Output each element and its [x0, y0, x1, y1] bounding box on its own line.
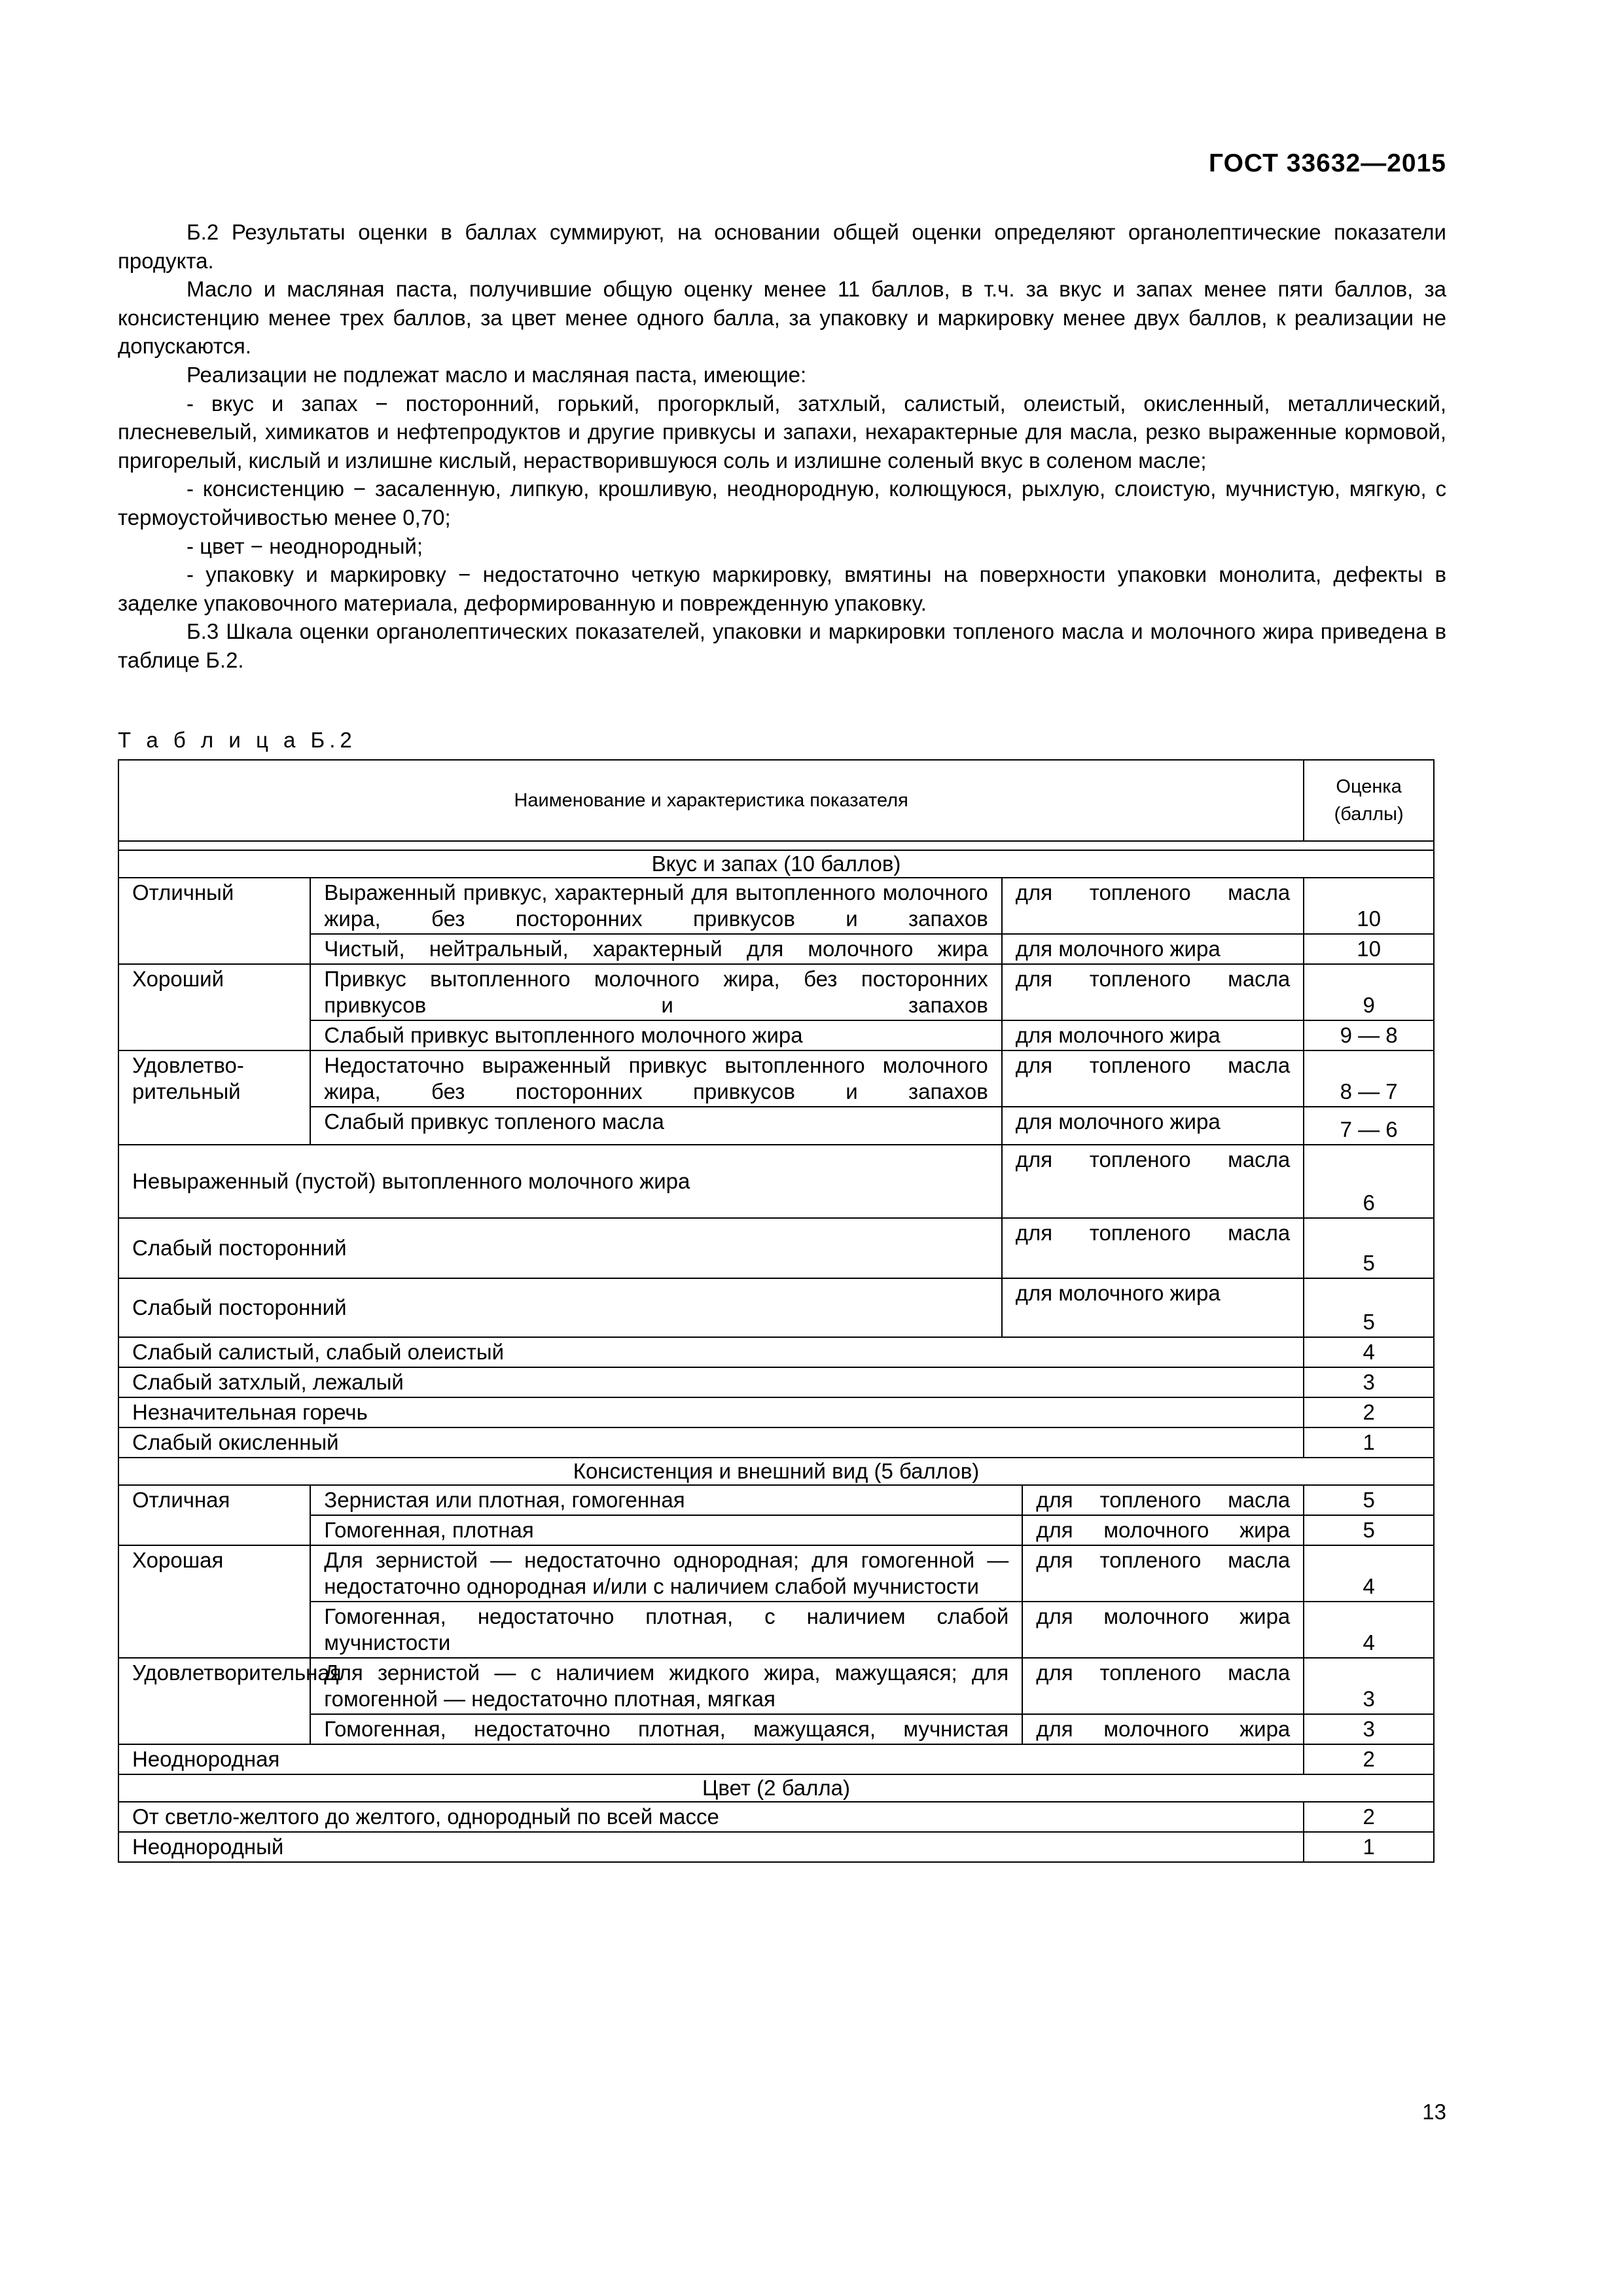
document-code: ГОСТ 33632—2015: [1209, 149, 1446, 177]
paragraph: Б.3 Шкала оценки органолептических показателей, упаковки и маркировки топленого масла и молочного жира приведена в таблице Б.2.: [118, 619, 1446, 672]
table-row: [118, 1107, 1434, 1145]
score-cell: 4: [1304, 1602, 1434, 1658]
product-cell: для молочного жира: [1002, 934, 1304, 964]
body-text: [118, 218, 1446, 675]
product-cell: для молочного жира: [1002, 1278, 1304, 1337]
section-row: [118, 850, 1434, 878]
score-cell: 7 — 6: [1304, 1107, 1434, 1145]
paragraph: - консистенцию − засаленную, липкую, крошливую, неоднородную, колющуюся, рыхлую, слоистую, мучнистую, мягкую, с термоустойчивостью менее 0,70;: [118, 476, 1446, 529]
header-name: Наименование и характеристика показателя: [118, 760, 1304, 841]
description-cell: Слабый затхлый, лежалый: [118, 1367, 1304, 1397]
table-row: [118, 1515, 1434, 1545]
table-row: [118, 1337, 1434, 1367]
paragraph: - вкус и запах − посторонний, горький, прогорклый, затхлый, салистый, олеистый, окисленный, металлический, плесневелый, химикатов и нефтепродуктов и другие привкусы и запахи, нехарактерные для масла, резко выраженные кормовой, пригорелый, кислый и излишне кислый, нерастворившуюся соль и излишне соленый вкус в соленом масле;: [118, 391, 1446, 473]
table-caption: Т а б л и ц а Б.2: [118, 728, 357, 752]
paragraph: - упаковку и маркировку − недостаточно четкую маркировку, вмятины на поверхности упаковки монолита, дефекты в заделке упаковочного материала, деформированную и поврежденную упаковку.: [118, 562, 1446, 615]
product-cell: для молочного жира: [1022, 1602, 1304, 1658]
table-row: [118, 1145, 1434, 1218]
section-color-title: Цвет (2 балла): [118, 1774, 1434, 1802]
score-cell: 3: [1304, 1658, 1434, 1714]
table-row: [118, 1427, 1434, 1458]
section-taste-title: Вкус и запах (10 баллов): [118, 850, 1434, 878]
score-cell: 9 — 8: [1304, 1020, 1434, 1050]
description-cell: Слабый привкус вытопленного молочного жира: [310, 1020, 1001, 1050]
description-cell: Зернистая или плотная, гомогенная: [310, 1485, 1022, 1515]
paragraph: Масло и масляная паста, получившие общую оценку менее 11 баллов, в т.ч. за вкус и запах менее пяти баллов, за консистенцию менее трех баллов, за цвет менее одного балла, за упаковку и маркировку менее двух баллов, к реализации не допускаются.: [118, 277, 1446, 359]
table-row: [118, 1050, 1434, 1107]
score-cell: 5: [1304, 1515, 1434, 1545]
grade-cell: Хорошая: [118, 1545, 310, 1658]
score-cell: 5: [1304, 1278, 1434, 1337]
table-row: [118, 1020, 1434, 1050]
table-row: [118, 1602, 1434, 1658]
product-cell: для молочного жира: [1002, 1107, 1304, 1145]
description-cell: Выраженный привкус, характерный для вытопленного молочного жира, без посторонних привкусов и запахов: [310, 878, 1001, 934]
description-cell: Для зернистой — с наличием жидкого жира, мажущаяся; для гомогенной — недостаточно плотная, мягкая: [310, 1658, 1022, 1714]
table-row: [118, 1218, 1434, 1278]
section-row: [118, 1774, 1434, 1802]
product-cell: для топленого масла: [1022, 1485, 1304, 1515]
description-cell: Гомогенная, недостаточно плотная, мажущаяся, мучнистая: [310, 1714, 1022, 1744]
table-row: [118, 934, 1434, 964]
product-cell: для топленого масла: [1002, 1050, 1304, 1107]
grade-cell: Хороший: [118, 964, 310, 1050]
score-cell: 6: [1304, 1145, 1434, 1218]
score-cell: 3: [1304, 1367, 1434, 1397]
grade-cell: Удовлетво-рительный: [118, 1050, 310, 1145]
description-cell: Неоднородный: [118, 1832, 1304, 1862]
grade-cell: Отличная: [118, 1485, 310, 1545]
description-cell: Привкус вытопленного молочного жира, без посторонних привкусов и запахов: [310, 964, 1001, 1020]
table-row: [118, 964, 1434, 1020]
table-row: [118, 878, 1434, 934]
description-cell: Слабый посторонний: [118, 1278, 1002, 1337]
score-cell: 10: [1304, 878, 1434, 934]
product-cell: для топленого масла: [1002, 1145, 1304, 1218]
section-row: [118, 1458, 1434, 1485]
description-cell: Слабый привкус топленого масла: [310, 1107, 1001, 1145]
score-cell: 9: [1304, 964, 1434, 1020]
description-cell: Неоднородная: [118, 1744, 1304, 1774]
description-cell: Чистый, нейтральный, характерный для молочного жира: [310, 934, 1001, 964]
table-row: [118, 1658, 1434, 1714]
score-cell: 1: [1304, 1427, 1434, 1458]
description-cell: Для зернистой — недостаточно однородная; для гомогенной — недостаточно однородная и/или с наличием слабой мучнистости: [310, 1545, 1022, 1602]
score-cell: 5: [1304, 1485, 1434, 1515]
table-row: [118, 1832, 1434, 1862]
table-row: [118, 1545, 1434, 1602]
header-spacer: [118, 841, 1434, 850]
table-row: [118, 1278, 1434, 1337]
description-cell: Невыраженный (пустой) вытопленного молочного жира: [118, 1145, 1002, 1218]
score-cell: 2: [1304, 1397, 1434, 1427]
description-cell: Гомогенная, плотная: [310, 1515, 1022, 1545]
description-cell: Слабый окисленный: [118, 1427, 1304, 1458]
table-row: [118, 1485, 1434, 1515]
score-cell: 3: [1304, 1714, 1434, 1744]
table-row: [118, 1397, 1434, 1427]
grade-cell: Отличный: [118, 878, 310, 964]
score-cell: 10: [1304, 934, 1434, 964]
paragraph: Реализации не подлежат масло и масляная паста, имеющие:: [187, 362, 807, 387]
grade-cell: Удовлетворительная: [118, 1658, 310, 1744]
score-cell: 2: [1304, 1744, 1434, 1774]
score-cell: 1: [1304, 1832, 1434, 1862]
product-cell: для топленого масла: [1002, 878, 1304, 934]
description-cell: Недостаточно выраженный привкус вытопленного молочного жира, без посторонних привкусов и запахов: [310, 1050, 1001, 1107]
product-cell: для молочного жира: [1002, 1020, 1304, 1050]
product-cell: для топленого масла: [1022, 1658, 1304, 1714]
description-cell: Слабый салистый, слабый олеистый: [118, 1337, 1304, 1367]
section-consistency-title: Консистенция и внешний вид (5 баллов): [118, 1458, 1434, 1485]
product-cell: для топленого масла: [1022, 1545, 1304, 1602]
score-cell: 5: [1304, 1218, 1434, 1278]
table-row: [118, 1744, 1434, 1774]
header-score: Оценка (баллы): [1304, 760, 1434, 841]
product-cell: для топленого масла: [1002, 964, 1304, 1020]
description-cell: Слабый посторонний: [118, 1218, 1002, 1278]
score-cell: 8 — 7: [1304, 1050, 1434, 1107]
description-cell: От светло-желтого до желтого, однородный по всей массе: [118, 1802, 1304, 1832]
product-cell: для топленого масла: [1002, 1218, 1304, 1278]
table-header-row: [118, 760, 1434, 841]
score-cell: 2: [1304, 1802, 1434, 1832]
score-cell: 4: [1304, 1545, 1434, 1602]
score-cell: 4: [1304, 1337, 1434, 1367]
product-cell: для молочного жира: [1022, 1515, 1304, 1545]
description-cell: Незначительная горечь: [118, 1397, 1304, 1427]
page-number: 13: [1422, 2100, 1446, 2124]
description-cell: Гомогенная, недостаточно плотная, с наличием слабой мучнистости: [310, 1602, 1022, 1658]
scoring-table: [118, 759, 1435, 1863]
product-cell: для молочного жира: [1022, 1714, 1304, 1744]
paragraph: Б.2 Результаты оценки в баллах суммируют, на основании общей оценки определяют органолептические показатели продукта.: [118, 220, 1446, 273]
table-row: [118, 1802, 1434, 1832]
table-row: [118, 1367, 1434, 1397]
paragraph: - цвет − неоднородный;: [187, 533, 423, 558]
table-row: [118, 1714, 1434, 1744]
